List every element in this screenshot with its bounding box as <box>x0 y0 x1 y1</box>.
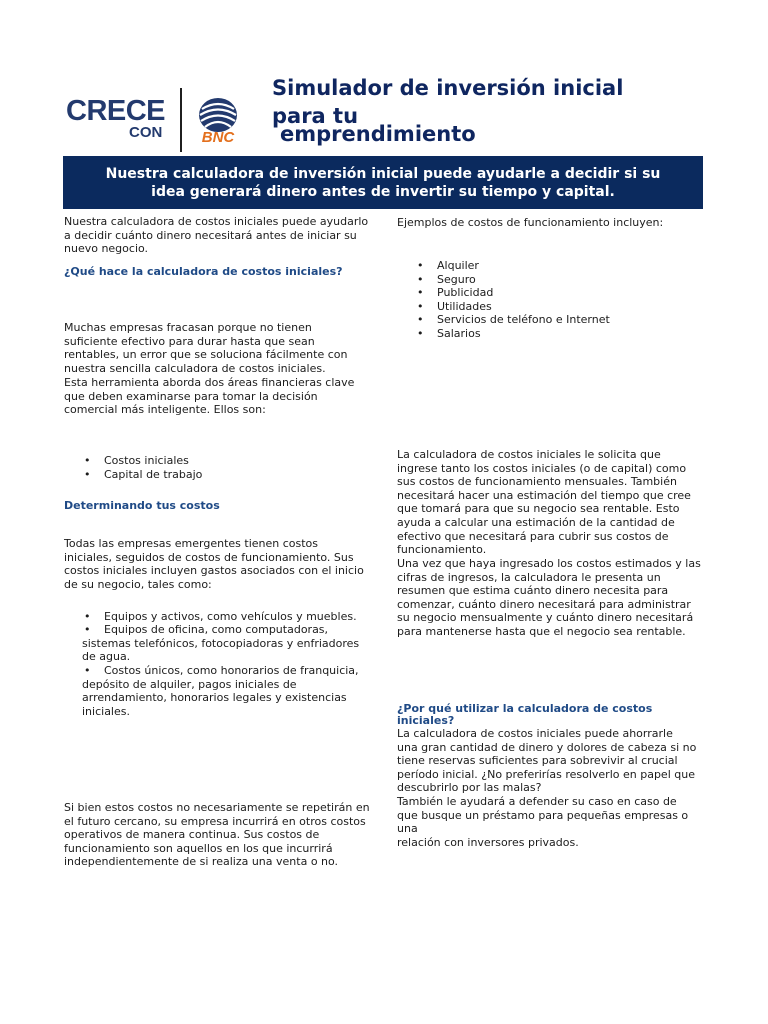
left-para-4: Si bien estos costos no necesariamente se repetirán en el futuro cercano, su empresa incurrirá en otros costos operativos de manera continua. Sus costos de funcionamiento son aquellos en los que incurrirá independientemente de si realiza una venta o no. <box>64 801 370 869</box>
left-para-1: Muchas empresas fracasan porque no tienen suficiente efectivo para durar hasta que sean rentables, un error que se soluciona fácilmente con nuestra sencilla calculadora de costos iniciales. <box>64 321 348 375</box>
right-heading-why: ¿Por qué utilizar la calculadora de costos iniciales? <box>397 702 653 727</box>
page-title-line-3: emprendimiento <box>280 122 476 146</box>
right-para-2: Una vez que haya ingresado los costos estimados y las cifras de ingresos, la calculadora le presenta un resumen que estima cuánto dinero necesita para comenzar, cuánto dinero necesitará para administrar su negocio mensualmente y cuánto dinero necesitará para mantenerse hasta que el negocio sea rentable. <box>397 557 701 638</box>
list-item: • Servicios de teléfono e Internet <box>437 313 697 327</box>
list-item: • Alquiler <box>437 259 697 273</box>
list-item: • Salarios <box>437 327 697 341</box>
logo-crece-text: CRECE <box>66 95 166 127</box>
right-para-4 <box>397 795 707 849</box>
right-para-4-line: relación con inversores privados. <box>397 835 579 849</box>
left-heading-what: ¿Qué hace la calculadora de costos iniciales? <box>64 265 343 278</box>
right-list <box>437 259 697 341</box>
list-item: • Capital de trabajo <box>104 468 364 482</box>
left-heading-costs: Determinando tus costos <box>64 499 220 512</box>
right-para-4-line: que busque un préstamo para pequeñas empresas o <box>397 808 689 822</box>
intro-banner <box>63 156 703 209</box>
right-para-3: La calculadora de costos iniciales puede ahorrarle una gran cantidad de dinero y dolores de cabeza si no tiene reservas suficientes para sobrevivir al crucial período inicial. ¿No preferirías resolverlo en papel que descubrirlo por las malas? <box>397 727 697 795</box>
page-title-line-2: para tu <box>272 104 359 128</box>
logo-divider <box>180 88 182 152</box>
list-item: • Seguro <box>437 273 697 287</box>
list-item: • Costos únicos, como honorarios de franquicia, depósito de alquiler, pagos iniciales de arrendamiento, honorarios legales y existencias iniciales. <box>82 664 368 718</box>
right-para-1: La calculadora de costos iniciales le solicita que ingrese tanto los costos iniciales (o de capital) como sus costos de funcionamiento mensuales. También necesitará hacer una estimación del tiempo que cree que tomará para que su negocio sea rentable. Esto ayuda a calcular una estimación de la cantidad de efectivo que necesitará para cubrir sus costos de funcionamiento. <box>397 448 691 557</box>
logo-con-text: CON <box>129 124 163 141</box>
right-intro: Ejemplos de costos de funcionamiento incluyen: <box>397 216 664 229</box>
list-item: • Costos iniciales <box>104 454 364 468</box>
list-item: • Utilidades <box>437 300 697 314</box>
left-list-1 <box>104 454 364 481</box>
list-item: • Equipos y activos, como vehículos y muebles. <box>104 610 368 624</box>
right-para-4-line: También le ayudará a defender su caso en caso de <box>397 795 677 808</box>
list-item: • Equipos de oficina, como computadoras, sistemas telefónicos, fotocopiadoras y enfriadores de agua. <box>82 623 368 664</box>
bnc-logo-icon <box>194 95 242 145</box>
list-item: • Publicidad <box>437 286 697 300</box>
banner-line-1: Nuestra calculadora de inversión inicial puede ayudarle a decidir si su <box>105 165 661 182</box>
left-list-2c <box>82 664 368 718</box>
left-para-3: Todas las empresas emergentes tienen costos iniciales, seguidos de costos de funcionamiento. Sus costos iniciales incluyen gastos asociados con el inicio de su negocio, tales como: <box>64 537 364 591</box>
left-intro: Nuestra calculadora de costos iniciales puede ayudarlo a decidir cuánto dinero necesitará antes de iniciar su nuevo negocio. <box>64 215 369 256</box>
left-para-2: Esta herramienta aborda dos áreas financieras clave que deben examinarse para tomar la decisión comercial más inteligente. Ellos son: <box>64 376 355 417</box>
banner-line-2: idea generará dinero antes de invertir su tiempo y capital. <box>151 183 615 200</box>
right-para-4-line: una <box>397 822 418 836</box>
svg-text:BNC: BNC <box>201 129 235 145</box>
left-list-2b <box>82 623 368 664</box>
page-title-line-1: Simulador de inversión inicial <box>272 76 624 100</box>
left-list-2 <box>104 610 368 624</box>
